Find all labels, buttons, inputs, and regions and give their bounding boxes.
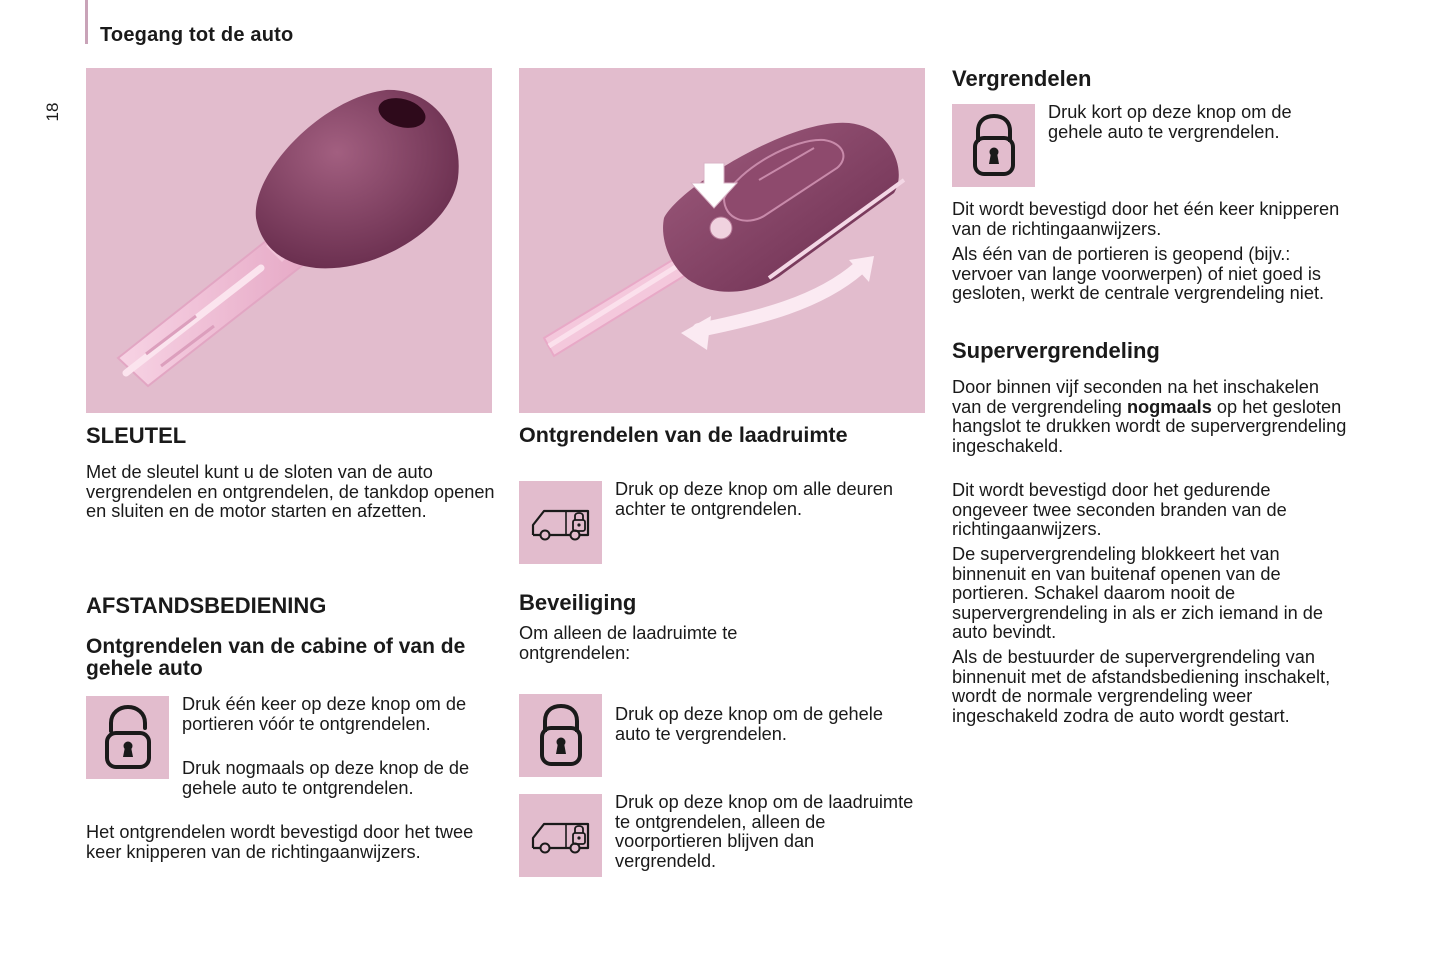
lock-short-text: Druk kort op deze knop om de gehele auto te vergrendelen. <box>1048 102 1292 142</box>
lock-open-door: Als één van de portieren is geopend (bijv.: vervoer van lange voorwerpen) of niet goed is gesloten, werkt de centrale vergrendeling niet. <box>952 244 1325 303</box>
icon-box-cargo-2 <box>519 794 602 877</box>
super-p1 <box>952 378 1352 456</box>
super-p1-b: op het gesloten hangslot te drukken wordt de supervergrendeling ingeschakeld. <box>952 396 1347 456</box>
super-p1-bold: nogmaals <box>1126 396 1212 417</box>
heading-lock: Vergrendelen <box>952 66 1092 91</box>
super-p3: De supervergrendeling blokkeert het van binnenuit en van buitenaf openen van de portieren. Schakel daarom nooit de supervergrendeling in als er zich iemand in de auto bevindt. <box>952 544 1324 642</box>
heading-security: Beveiliging <box>519 590 637 615</box>
subheading-unlock: Ontgrendelen van de cabine of van de gehele auto <box>86 635 466 680</box>
van-cargo-icon <box>530 818 592 854</box>
icon-box-lock-2 <box>519 694 602 777</box>
key-photo <box>86 68 492 413</box>
icon-box-lock-1 <box>952 104 1035 187</box>
super-p2: Dit wordt bevestigd door het gedurende ongeveer twee seconden branden van de richtingaanwijzers. <box>952 480 1287 539</box>
heading-cargo: Ontgrendelen van de laadruimte <box>519 423 848 447</box>
remote-photo <box>519 68 925 413</box>
unlock-text-2: Druk nogmaals op deze knop de de gehele auto te ontgrendelen. <box>182 758 470 798</box>
cargo-text: Druk op deze knop om alle deuren achter te ontgrendelen. <box>615 479 894 519</box>
icon-box-cargo-1 <box>519 481 602 564</box>
section-title: Toegang tot de auto <box>100 24 294 46</box>
padlock-open-icon <box>103 705 153 771</box>
super-p1-a: Door binnen vijf seconden na het inschakelen van de vergrendeling <box>952 377 1320 417</box>
key-description: Met de sleutel kunt u de sloten van de auto vergrendelen en ontgrendelen, de tankdop openen en sluiten en de motor starten en afzetten. <box>86 462 495 521</box>
van-cargo-icon <box>530 505 592 541</box>
padlock-closed-icon <box>539 704 583 768</box>
lock-text-2: Druk op deze knop om de gehele auto te vergrendelen. <box>615 704 883 744</box>
page-number: 18 <box>43 102 62 122</box>
heading-remote: AFSTANDSBEDIENING <box>86 593 327 618</box>
cargo-text-2: Druk op deze knop om de laadruimte te ontgrendelen, alleen de voorportieren blijven dan vergrendeld. <box>615 792 914 871</box>
unlock-text-1: Druk één keer op deze knop om de portieren vóór te ontgrendelen. <box>182 694 467 734</box>
icon-box-unlock <box>86 696 169 779</box>
super-p4: Als de bestuurder de supervergrendeling van binnenuit met de afstandsbediening inschakelt, wordt de normale vergrendeling weer ingeschakeld zodra de auto wordt gestart. <box>952 647 1331 726</box>
heading-super: Supervergrendeling <box>952 338 1160 363</box>
padlock-closed-icon <box>972 114 1016 178</box>
header-bar <box>85 0 88 44</box>
unlock-confirm: Het ontgrendelen wordt bevestigd door het twee keer knipperen van de richtingaanwijzers. <box>86 822 474 862</box>
lock-confirm: Dit wordt bevestigd door het één keer knipperen van de richtingaanwijzers. <box>952 199 1340 239</box>
security-intro: Om alleen de laadruimte te ontgrendelen: <box>519 623 738 663</box>
heading-key: SLEUTEL <box>86 423 187 448</box>
